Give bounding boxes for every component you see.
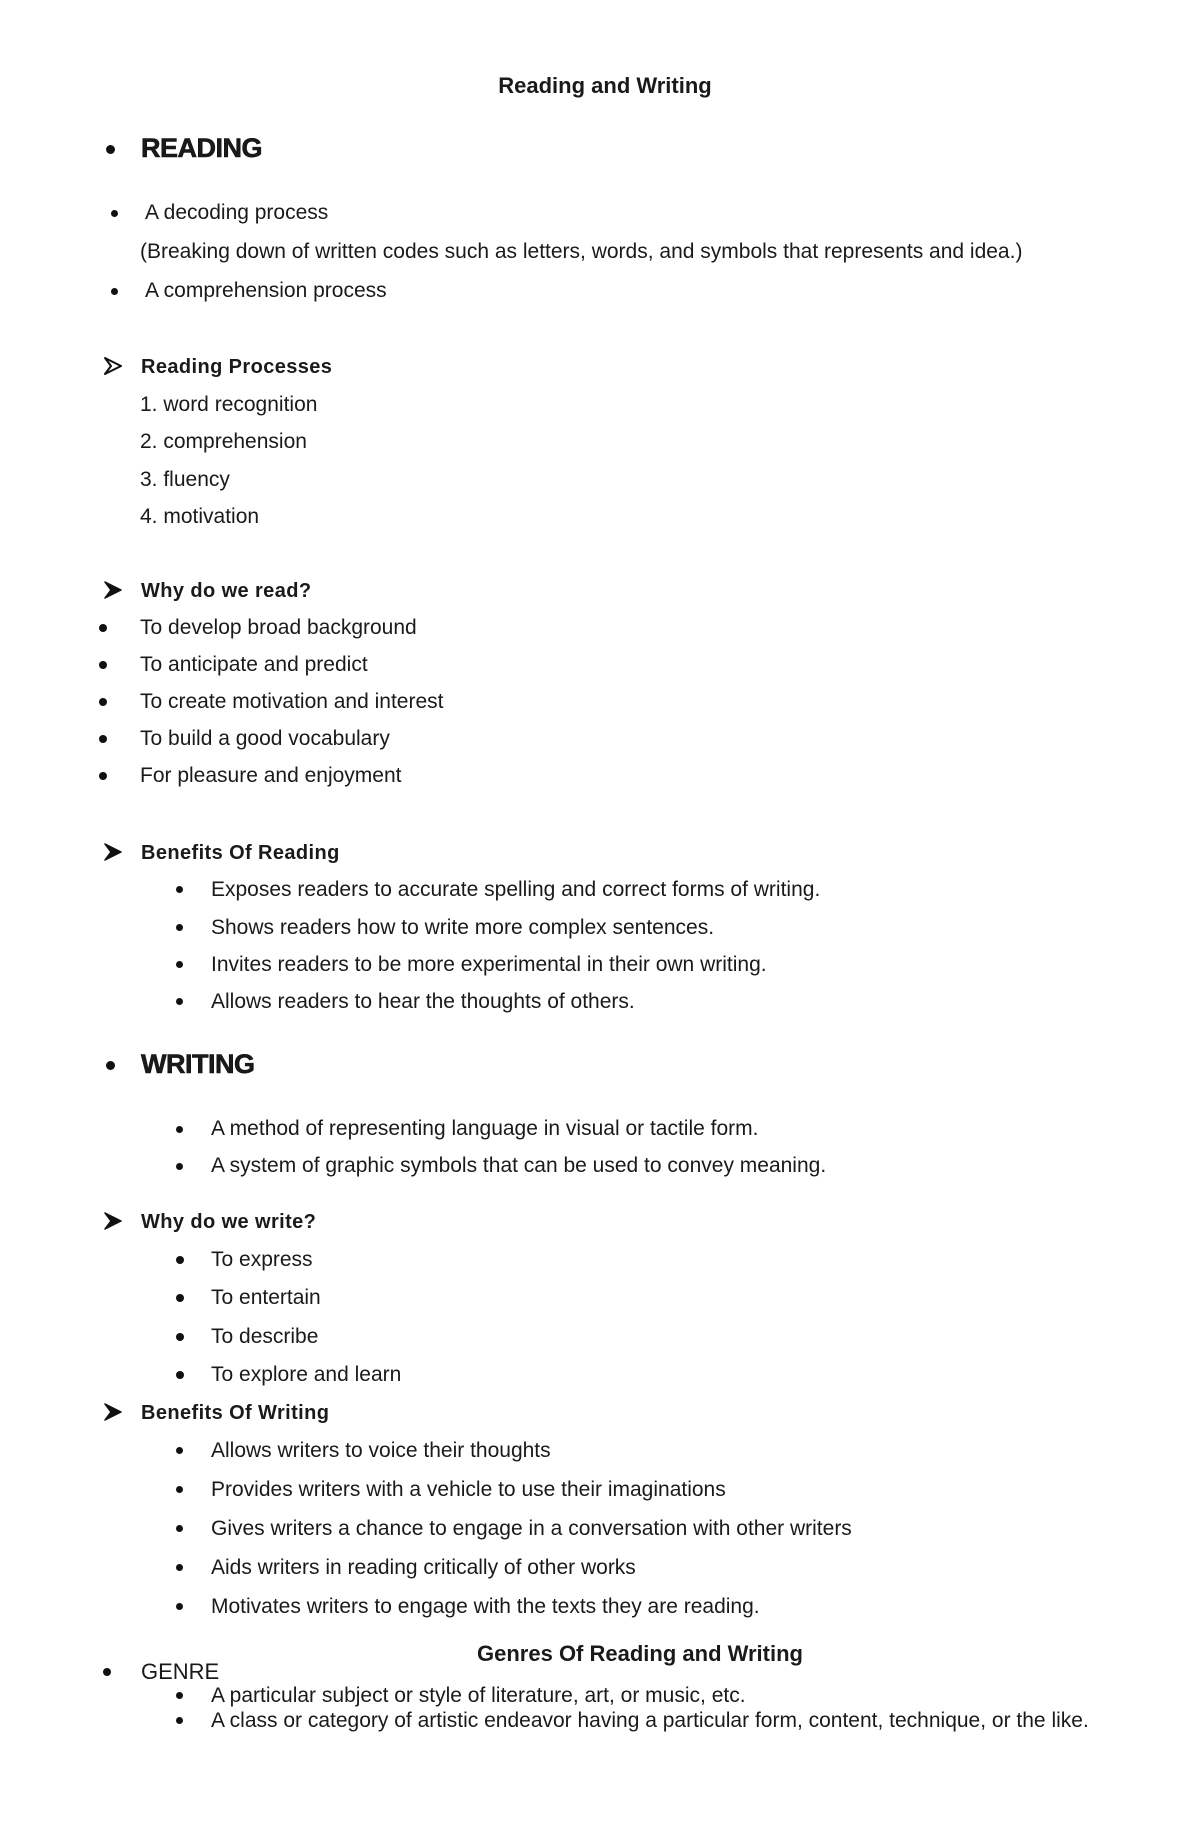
why-read-item: To create motivation and interest <box>140 690 444 713</box>
process-item: 3. fluency <box>140 468 230 491</box>
genres-title: Genres Of Reading and Writing <box>477 1641 803 1666</box>
genre-item: A particular subject or style of literature, art, or music, etc. <box>211 1684 746 1707</box>
arrow-bullet-icon <box>104 1211 122 1231</box>
bullet-dot <box>176 1294 184 1302</box>
why-write-item: To explore and learn <box>211 1363 402 1386</box>
bullet-dot <box>176 886 183 893</box>
benefit-writing-item: Allows writers to voice their thoughts <box>211 1439 551 1462</box>
benefit-writing-item: Motivates writers to engage with the texts they are reading. <box>211 1595 760 1618</box>
why-write-heading: Why do we write? <box>141 1211 317 1233</box>
bullet-dot <box>99 624 107 632</box>
benefit-reading-item: Invites readers to be more experimental in their own writing. <box>211 953 767 976</box>
bullet-dot <box>99 698 107 706</box>
bullet-dot <box>176 1256 184 1264</box>
benefit-writing-item: Aids writers in reading critically of other works <box>211 1556 636 1579</box>
benefit-writing-item: Provides writers with a vehicle to use their imaginations <box>211 1478 726 1501</box>
benefit-reading-item: Exposes readers to accurate spelling and correct forms of writing. <box>211 878 821 901</box>
why-read-item: To develop broad background <box>140 616 417 639</box>
section-heading-writing: WRITING <box>141 1049 255 1079</box>
bullet-dot <box>99 772 107 780</box>
genre-item: A class or category of artistic endeavor having a particular form, content, technique, or the like. <box>211 1709 1089 1732</box>
benefit-writing-item: Gives writers a chance to engage in a conversation with other writers <box>211 1517 852 1540</box>
bullet-dot <box>176 1163 183 1170</box>
arrow-bullet-icon <box>104 1402 122 1422</box>
arrow-bullet-icon <box>104 356 122 376</box>
why-write-item: To describe <box>211 1325 319 1348</box>
process-item: 1. word recognition <box>140 393 318 416</box>
process-item: 2. comprehension <box>140 430 307 453</box>
reading-processes-heading: Reading Processes <box>141 356 333 378</box>
arrow-bullet-icon <box>104 842 122 862</box>
bullet-dot <box>176 1126 183 1133</box>
bullet-dot <box>176 1692 183 1699</box>
section-heading-reading: READING <box>141 133 263 163</box>
bullet-dot <box>176 1371 184 1379</box>
why-read-heading: Why do we read? <box>141 580 312 602</box>
bullet-dot <box>103 1668 111 1676</box>
bullet-dot <box>176 1717 183 1724</box>
bullet-dot <box>176 998 183 1005</box>
bullet-dot <box>176 1333 184 1341</box>
why-read-item: To build a good vocabulary <box>140 727 390 750</box>
reading-item: A comprehension process <box>145 279 387 302</box>
benefits-reading-heading: Benefits Of Reading <box>141 842 340 864</box>
bullet-dot <box>106 145 115 154</box>
benefit-reading-item: Allows readers to hear the thoughts of others. <box>211 990 635 1013</box>
genre-heading: GENRE <box>141 1659 220 1684</box>
why-write-item: To express <box>211 1248 313 1271</box>
bullet-dot <box>176 1564 183 1571</box>
bullet-dot <box>176 1447 183 1454</box>
reading-item-note: (Breaking down of written codes such as letters, words, and symbols that represents and idea.) <box>140 240 1023 263</box>
arrow-bullet-icon <box>104 580 122 600</box>
process-item: 4. motivation <box>140 505 260 528</box>
bullet-dot <box>176 1525 183 1532</box>
bullet-dot <box>176 924 183 931</box>
bullet-dot <box>106 1061 115 1070</box>
why-read-item: To anticipate and predict <box>140 653 368 676</box>
benefits-writing-heading: Benefits Of Writing <box>141 1402 330 1424</box>
reading-item: A decoding process <box>145 201 329 224</box>
benefit-reading-item: Shows readers how to write more complex sentences. <box>211 916 715 939</box>
bullet-dot <box>111 210 118 217</box>
bullet-dot <box>99 661 107 669</box>
writing-item: A system of graphic symbols that can be used to convey meaning. <box>211 1154 827 1177</box>
document-title: Reading and Writing <box>498 73 712 98</box>
bullet-dot <box>111 288 118 295</box>
writing-item: A method of representing language in visual or tactile form. <box>211 1117 759 1140</box>
bullet-dot <box>176 1486 183 1493</box>
bullet-dot <box>99 735 107 743</box>
bullet-dot <box>176 961 183 968</box>
why-write-item: To entertain <box>211 1286 321 1309</box>
bullet-dot <box>176 1603 183 1610</box>
why-read-item: For pleasure and enjoyment <box>140 764 402 787</box>
